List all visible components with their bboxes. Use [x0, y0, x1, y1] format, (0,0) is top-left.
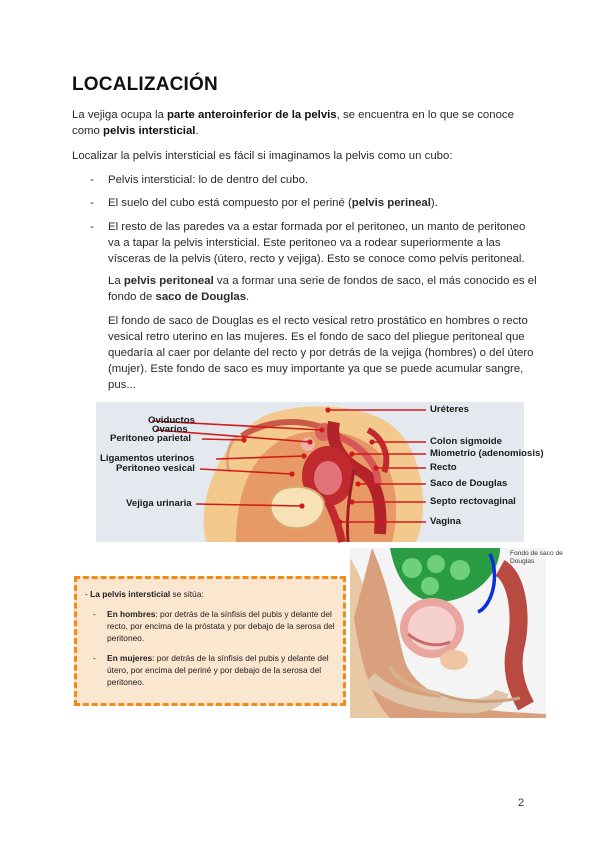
emphasis: saco de Douglas — [155, 291, 247, 303]
emphasis: La pelvis intersticial — [90, 589, 171, 599]
box-bullet: - — [85, 589, 88, 599]
text: La — [108, 275, 124, 287]
douglas-paragraph — [108, 273, 540, 305]
douglas-pouch-label: Fondo de saco de Douglas — [510, 550, 563, 565]
text: : por detrás de la sínfisis del pubis y delante del recto, por encima de la próstata y por debajo de la serosa del peritoneo. — [107, 609, 335, 643]
bullet-text: Pelvis intersticial: lo de dentro del cubo. — [108, 174, 309, 186]
bullet-dash: - — [90, 221, 94, 233]
emphasis: En mujeres — [107, 653, 153, 663]
label-saco-de-douglas: Saco de Douglas — [430, 478, 508, 489]
bullet-item — [90, 195, 540, 211]
cube-paragraph: Localizar la pelvis intersticial es fácil si imaginamos la pelvis como un cubo: — [72, 150, 453, 162]
text: : por detrás de la sínfisis del pubis y delante del útero, por encima del periné y por debajo de la serosa del peritoneo. — [107, 653, 329, 687]
bullet-item — [90, 172, 540, 188]
text: El suelo del cubo está compuesto por el periné ( — [108, 197, 352, 209]
bullet-text — [108, 195, 540, 211]
label-recto: Recto — [430, 462, 457, 473]
emphasis: En hombres — [107, 609, 156, 619]
emphasis: parte anteroinferior de la pelvis — [167, 109, 337, 121]
emphasis: pelvis intersticial — [103, 125, 196, 137]
label-ligamentos-uterinos: Ligamentos uterinos — [100, 453, 195, 464]
label-peritoneo-vesical: Peritoneo vesical — [116, 463, 195, 474]
label-ovarios: Ovarios — [152, 424, 188, 435]
male-pelvis-illustration — [350, 548, 546, 718]
text: , se encuentra en lo que se conoce como — [72, 109, 514, 137]
bullet-dash: - — [93, 653, 96, 663]
intro-paragraph — [72, 107, 542, 139]
box-item-men — [85, 608, 335, 644]
emphasis: pelvis peritoneal — [123, 275, 214, 287]
label-peritoneo-parietal: Peritoneo parietal — [110, 433, 192, 444]
text: . — [246, 291, 250, 303]
bullet-text: El resto de las paredes va a estar formada por el peritoneo, un manto de peritoneo va a tapar la pelvis intersticial. Este peritoneo va a rodear superiormente a las vísceras de la pelvis (útero, recto y vejiga). Esto se conoce como pelvis peritoneal. — [108, 221, 526, 265]
page-number: 2 — [518, 797, 525, 809]
bullet-dash: - — [93, 609, 96, 619]
douglas-detail-paragraph: El fondo de saco de Douglas es el recto vesical retro prostático en hombres o recto vesical retro uterino en las mujeres. Es el fondo de saco del pliegue peritoneal que quedaría al caer por delante del recto y por detrás de la vejiga (hombres) o del útero (mujer). Este fondo de saco es muy importante ya que se puede acumular sangre, pus... — [108, 315, 534, 391]
male-pelvis-drawing — [350, 548, 546, 718]
bullet-dash: - — [90, 197, 94, 209]
text: La vejiga ocupa la — [72, 109, 167, 121]
text: . — [195, 125, 199, 137]
label-ureteres: Uréteres — [430, 404, 469, 415]
box-item-women — [85, 652, 335, 688]
pelvis-location-box — [74, 576, 346, 706]
text: va a formar una serie de fondos de saco, el más conocido es el fondo de — [108, 275, 537, 303]
box-intro — [85, 589, 335, 600]
label-vagina: Vagina — [430, 516, 461, 527]
label-colon-sigmoide: Colon sigmoide — [430, 436, 502, 447]
emphasis: pelvis perineal — [351, 197, 431, 209]
bullet-item — [90, 219, 540, 267]
bullet-dash: - — [90, 174, 94, 186]
label-miometrio: Miometrio (adenomiosis) — [430, 448, 544, 459]
label-vejiga-urinaria: Vejiga urinaria — [126, 498, 192, 509]
label-septo-rectovaginal: Septo rectovaginal — [430, 496, 516, 507]
page-title: LOCALIZACIÓN — [72, 74, 218, 95]
label-oviductos: Oviductos — [148, 415, 195, 426]
female-pelvis-illustration — [96, 402, 544, 542]
text: se sitúa: — [170, 589, 204, 599]
text: ). — [430, 197, 438, 209]
